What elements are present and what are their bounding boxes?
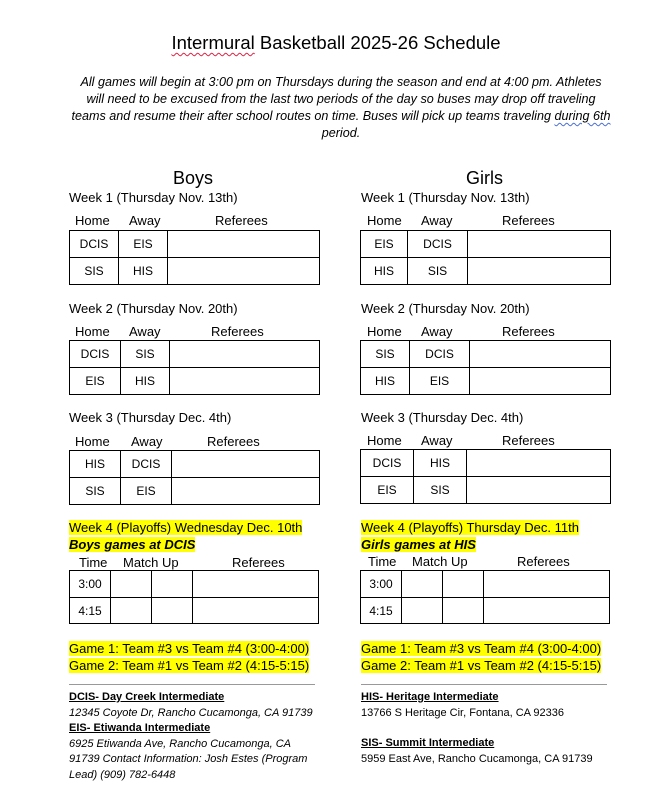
referee-cell[interactable] [172, 478, 320, 505]
referee-cell[interactable] [470, 341, 611, 368]
schools-right [361, 690, 641, 767]
boys-w2-refs-header: Referees [211, 324, 264, 339]
home-cell: EIS [70, 368, 121, 395]
boys-playoff-table [69, 570, 319, 624]
boys-heading: Boys [173, 168, 214, 188]
matchup-cell-a[interactable] [402, 598, 443, 624]
girls-week3-table [360, 449, 611, 504]
referee-cell[interactable] [170, 341, 320, 368]
boys-week2-table [69, 340, 320, 395]
referee-cell[interactable] [484, 571, 610, 598]
boys-w1-refs-header: Referees [215, 213, 268, 228]
referee-cell[interactable] [168, 231, 320, 258]
girls-w3-away-header: Away [421, 433, 453, 448]
home-cell: DCIS [70, 231, 119, 258]
time-cell: 3:00 [361, 571, 402, 598]
girls-w3-home-header: Home [367, 433, 402, 448]
girls-w2-refs-header: Referees [502, 324, 555, 339]
intro-text: All games will begin at 3:00 pm on Thursdays during the season and end at 4:00 pm. Athletes will need to be excused from the last two periods of the day so buses may drop off traveling teams and resume their after school routes on time. Buses will pick up teams traveling [71, 75, 602, 123]
his-name: HIS- Heritage Intermediate [361, 691, 499, 703]
girls-week3-label: Week 3 (Thursday Dec. 4th) [361, 410, 524, 425]
time-cell: 4:15 [70, 598, 111, 624]
boys-w3-away-header: Away [131, 434, 163, 449]
divider-right [361, 684, 607, 685]
away-cell: HIS [119, 258, 168, 285]
boys-refs-header: Referees [232, 555, 285, 570]
matchup-cell-b[interactable] [152, 571, 193, 598]
matchup-cell-a[interactable] [111, 571, 152, 598]
girls-refs-header: Referees [517, 554, 570, 569]
girls-week2-label: Week 2 (Thursday Nov. 20th) [361, 301, 530, 316]
girls-game1 [361, 641, 601, 656]
referee-cell[interactable] [193, 571, 319, 598]
girls-w2-away-header: Away [421, 324, 453, 339]
boys-week1-table [69, 230, 320, 285]
intro-grammar-flag: during 6th [554, 109, 611, 123]
boys-week3-label: Week 3 (Thursday Dec. 4th) [69, 410, 232, 425]
table-row [361, 341, 611, 368]
boys-w2-home-header: Home [75, 324, 110, 339]
girls-w1-refs-header: Referees [502, 213, 555, 228]
boys-w3-refs-header: Referees [207, 434, 260, 449]
away-cell: HIS [121, 368, 170, 395]
home-cell: SIS [70, 258, 119, 285]
boys-location-text: Boys games at DCIS [69, 537, 196, 552]
girls-game1-text: Game 1: Team #3 vs Team #4 (3:00-4:00) [361, 641, 602, 656]
time-cell: 4:15 [361, 598, 402, 624]
boys-location [69, 537, 195, 552]
away-cell: HIS [414, 450, 467, 477]
referee-cell[interactable] [468, 231, 611, 258]
boys-week3-table [69, 450, 320, 505]
boys-week2-label: Week 2 (Thursday Nov. 20th) [69, 301, 238, 316]
girls-week4-text: Week 4 (Playoffs) Thursday Dec. 11th [361, 520, 579, 535]
away-cell: DCIS [121, 451, 172, 478]
boys-week4-text: Week 4 (Playoffs) Wednesday Dec. 10th [69, 520, 303, 535]
table-row [361, 231, 611, 258]
table-row [361, 477, 611, 504]
matchup-cell-b[interactable] [443, 571, 484, 598]
table-row [361, 258, 611, 285]
page-title [0, 32, 672, 54]
schools-left [69, 690, 319, 784]
table-row [361, 450, 611, 477]
away-cell: SIS [408, 258, 468, 285]
home-cell: EIS [361, 231, 408, 258]
boys-w1-home-header: Home [75, 213, 110, 228]
girls-week1-table [360, 230, 611, 285]
girls-week4-label [361, 520, 579, 535]
title-misspelled-word: Intermural [171, 32, 255, 53]
girls-location [361, 537, 476, 552]
boys-w1-away-header: Away [129, 213, 161, 228]
boys-week4-label [69, 520, 302, 535]
table-row [70, 231, 320, 258]
table-row [70, 598, 319, 624]
away-cell: EIS [119, 231, 168, 258]
table-row [70, 478, 320, 505]
girls-game2-text: Game 2: Team #1 vs Team #2 (4:15-5:15) [361, 658, 602, 673]
girls-time-header: Time [368, 554, 397, 569]
table-row [361, 598, 610, 624]
home-cell: DCIS [361, 450, 414, 477]
boys-week1-label: Week 1 (Thursday Nov. 13th) [69, 190, 238, 205]
away-cell: DCIS [410, 341, 470, 368]
girls-playoff-table [360, 570, 610, 624]
boys-game2-text: Game 2: Team #1 vs Team #2 (4:15-5:15) [69, 658, 310, 673]
away-cell: SIS [414, 477, 467, 504]
away-cell: DCIS [408, 231, 468, 258]
boys-game2 [69, 658, 309, 673]
table-row [361, 368, 611, 395]
girls-w1-away-header: Away [421, 213, 453, 228]
referee-cell[interactable] [467, 477, 611, 504]
girls-game2 [361, 658, 601, 673]
referee-cell[interactable] [484, 598, 610, 624]
spacer [361, 721, 641, 736]
girls-heading: Girls [466, 168, 503, 188]
referee-cell[interactable] [470, 368, 611, 395]
table-row [70, 368, 320, 395]
dcis-address: 12345 Coyote Dr, Rancho Cucamonga, CA 91739 [69, 706, 313, 719]
referee-cell[interactable] [168, 258, 320, 285]
referee-cell[interactable] [193, 598, 319, 624]
table-row [70, 258, 320, 285]
title-rest: Basketball 2025-26 Schedule [254, 32, 501, 53]
referee-cell[interactable] [170, 368, 320, 395]
home-cell: HIS [70, 451, 121, 478]
table-row [361, 571, 610, 598]
boys-w2-away-header: Away [129, 324, 161, 339]
boys-game1 [69, 641, 309, 656]
table-row [70, 451, 320, 478]
sis-name: SIS- Summit Intermediate [361, 737, 495, 750]
his-address: 13766 S Heritage Cir, Fontana, CA 92336 [361, 706, 565, 719]
intro-text-end: period. [321, 126, 361, 140]
home-cell: SIS [361, 341, 410, 368]
intro-paragraph [70, 74, 612, 142]
girls-w3-refs-header: Referees [502, 433, 555, 448]
girls-w1-home-header: Home [367, 213, 402, 228]
matchup-cell-b[interactable] [443, 598, 484, 624]
girls-w2-home-header: Home [367, 324, 402, 339]
boys-w3-home-header: Home [75, 434, 110, 449]
boys-game1-text: Game 1: Team #3 vs Team #4 (3:00-4:00) [69, 641, 310, 656]
table-row [70, 341, 320, 368]
matchup-cell-b[interactable] [152, 598, 193, 624]
home-cell: EIS [361, 477, 414, 504]
girls-week1-label: Week 1 (Thursday Nov. 13th) [361, 190, 530, 205]
eis-address: 6925 Etiwanda Ave, Rancho Cucamonga, CA 91739 Contact Information: Josh Estes (Program Lead) (909) 782-6448 [69, 737, 308, 781]
away-cell: SIS [121, 341, 170, 368]
home-cell: HIS [361, 368, 410, 395]
divider-left [69, 684, 315, 685]
time-cell: 3:00 [70, 571, 111, 598]
away-cell: EIS [410, 368, 470, 395]
eis-name: EIS- Etiwanda Intermediate [69, 722, 211, 735]
home-cell: HIS [361, 258, 408, 285]
boys-time-header: Time [79, 555, 108, 570]
referee-cell[interactable] [172, 451, 320, 478]
matchup-cell-a[interactable] [402, 571, 443, 598]
referee-cell[interactable] [468, 258, 611, 285]
boys-matchup-header: Match Up [123, 555, 179, 570]
girls-week2-table [360, 340, 611, 395]
home-cell: SIS [70, 478, 121, 505]
referee-cell[interactable] [467, 450, 611, 477]
girls-matchup-header: Match Up [412, 554, 468, 569]
sis-address: 5959 East Ave, Rancho Cucamonga, CA 91739 [361, 752, 593, 765]
girls-location-text: Girls games at HIS [361, 537, 476, 552]
away-cell: EIS [121, 478, 172, 505]
dcis-name: DCIS- Day Creek Intermediate [69, 691, 225, 703]
table-row [70, 571, 319, 598]
matchup-cell-a[interactable] [111, 598, 152, 624]
home-cell: DCIS [70, 341, 121, 368]
